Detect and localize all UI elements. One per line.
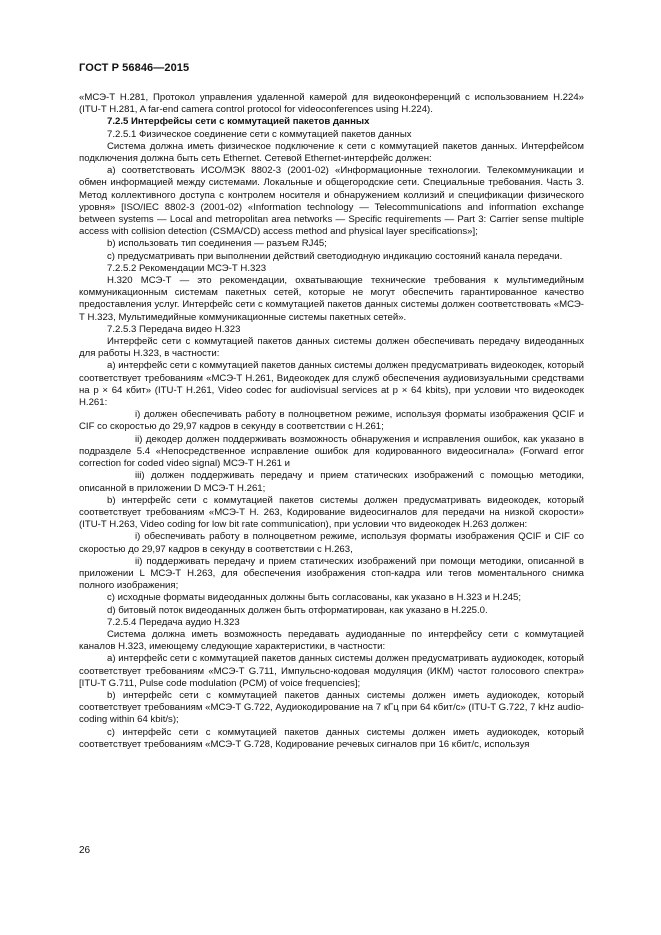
paragraph: H.320 МСЭ-Т — это рекомендации, охватывающие технические требования к мультимедийным коммуникационным системам пакетных сетей, которые не могут обеспечить гарантированное качество предоставления услуг. Интерфейс сети с коммутацией пакетов данных системы должен соответствовать «МСЭ-Т H.323, Мультимедийные коммуникационные системы пакетных сетей». (79, 275, 584, 323)
standard-header: ГОСТ Р 56846—2015 (79, 62, 190, 74)
paragraph: a) интерфейс сети с коммутацией пакетов данных системы должен предусматривать аудиокодек, который соответствует требованиям «МСЭ-Т G.711, Импульсно-кодовая модуляция (ИКМ) частот голосового спектра» [ITU-T G.711, Pulse code modulation (PCM) of voice frequencies]; (79, 653, 584, 689)
paragraph: ii) поддерживать передачу и прием статических изображений при помощи методики, описанной в приложении L МСЭ-Т H.263, для обеспечения изображения стоп-кадра или тегов моментального снимка полного изображения; (79, 555, 584, 592)
paragraph: 7.2.5.4 Передача аудио H.323 (107, 616, 240, 628)
paragraph: c) исходные форматы видеоданных должны быть согласованы, как указано в H.323 и H.245; (107, 592, 522, 604)
paragraph: c) предусматривать при выполнении действий светодиодную индикацию состояний канала передачи. (107, 250, 563, 262)
paragraph: b) интерфейс сети с коммутацией пакетов системы должен предусматривать видеокодек, который соответствует требованиям «МСЭ-Т H. 263, Кодирование видеосигналов для передачи на низкой скорости» (ITU-T H.263, Video coding for low bit rate communication), при условии что видеокодек H.263 должен: (79, 494, 584, 531)
paragraph: a) интерфейс сети с коммутацией пакетов данных системы должен предусматривать видеокодек, который соответствует требованиям «МСЭ-Т H.261, Видеокодек для служб обеспечения аудиовизуальными средствами на p × 64 кбит» (ITU-T H.261, Video codec for audiovisual services at p × 64 kbits), при условии что видеокодек H.261: (79, 360, 584, 409)
page-number: 26 (79, 845, 91, 856)
document-body (79, 92, 584, 751)
paragraph: b) интерфейс сети с коммутацией пакетов данных системы должен иметь аудиокодек, который соответствует требованиям «МСЭ-Т G.722, Аудиокодирование на 7 кГц при 64 кбит/с» (ITU-T G.722, 7 kHz audio-coding within 64 kbit/s); (79, 689, 584, 726)
paragraph: i) обеспечивать работу в полноцветном режиме, используя форматы изображения QCIF и CIF со скоростью до 29,97 кадров в секунду в соответствии с H.263, (79, 531, 584, 555)
paragraph: Интерфейс сети с коммутацией пакетов данных системы должен обеспечивать передачу видеоданных для работы H.323, в частности: (79, 336, 584, 360)
paragraph: a) соответствовать ИСО/МЭК 8802-3 (2001-02) «Информационные технологии. Телекоммуникации и обмен информацией между системами. Локальные и общегородские сети. Специальные требования. Часть 3. Метод коллективного доступа с контролем носителя и обнаружением коллизий и спецификации физического уровня» [ISO/IEC 8802-3 (2001-02) «Information technology — Telecommunications and information exchange between systems — Local and metropolitan area networks — Specific requirements — Part 3: Carrier sense multiple access with collision detection (CSMA/CD) access method and physical layer specifications»]; (79, 165, 584, 238)
paragraph: 7.2.5.3 Передача видео H.323 (107, 323, 241, 335)
paragraph: i) должен обеспечивать работу в полноцветном режиме, используя форматы изображения QCIF и CIF со скоростью до 29,97 кадров в секунду в соответствии с H.261; (79, 409, 584, 433)
paragraph: iii) должен поддерживать передачу и прием статических изображений с помощью методики, описанной в приложении D МСЭ-Т H.261; (79, 470, 584, 494)
paragraph: Система должна иметь возможность передавать аудиоданные по интерфейсу сети с коммутацией каналов H.323, имеющему следующие характеристики, в частности: (79, 628, 584, 653)
paragraph: 7.2.5.2 Рекомендации МСЭ-Т H.323 (107, 262, 267, 274)
paragraph: Система должна иметь физическое подключение к сети с коммутацией пакетов данных. Интерфейсом подключения должна быть сеть Ethernet. Сетевой Ethernet-интерфейс должен: (79, 140, 584, 165)
section-heading: 7.2.5 Интерфейсы сети с коммутацией пакетов данных (107, 116, 370, 128)
paragraph: ii) декодер должен поддерживать возможность обнаружения и исправления ошибок, как указано в подразделе 5.4 «Непосредственное исправление ошибок для кодированного видеосигнала» (Forward error correction for coded video signal) МСЭ-Т H.261 и (79, 433, 584, 470)
paragraph: c) интерфейс сети с коммутацией пакетов данных системы должен иметь аудиокодек, который соответствует требованиям «МСЭ-Т G.728, Кодирование речевых сигналов при 16 кбит/с, используя (79, 726, 584, 750)
paragraph: b) использовать тип соединения — разъем RJ45; (107, 238, 327, 250)
paragraph: d) битовый поток видеоданных должен быть отформатирован, как указано в H.225.0. (107, 604, 488, 616)
paragraph: 7.2.5.1 Физическое соединение сети с коммутацией пакетов данных (107, 128, 412, 140)
paragraph: «МСЭ-Т H.281, Протокол управления удаленной камерой для видеоконференций с использованием H.224» (ITU-T H.281, A far-end camera control protocol for videoconferences using H.224). (79, 92, 584, 116)
